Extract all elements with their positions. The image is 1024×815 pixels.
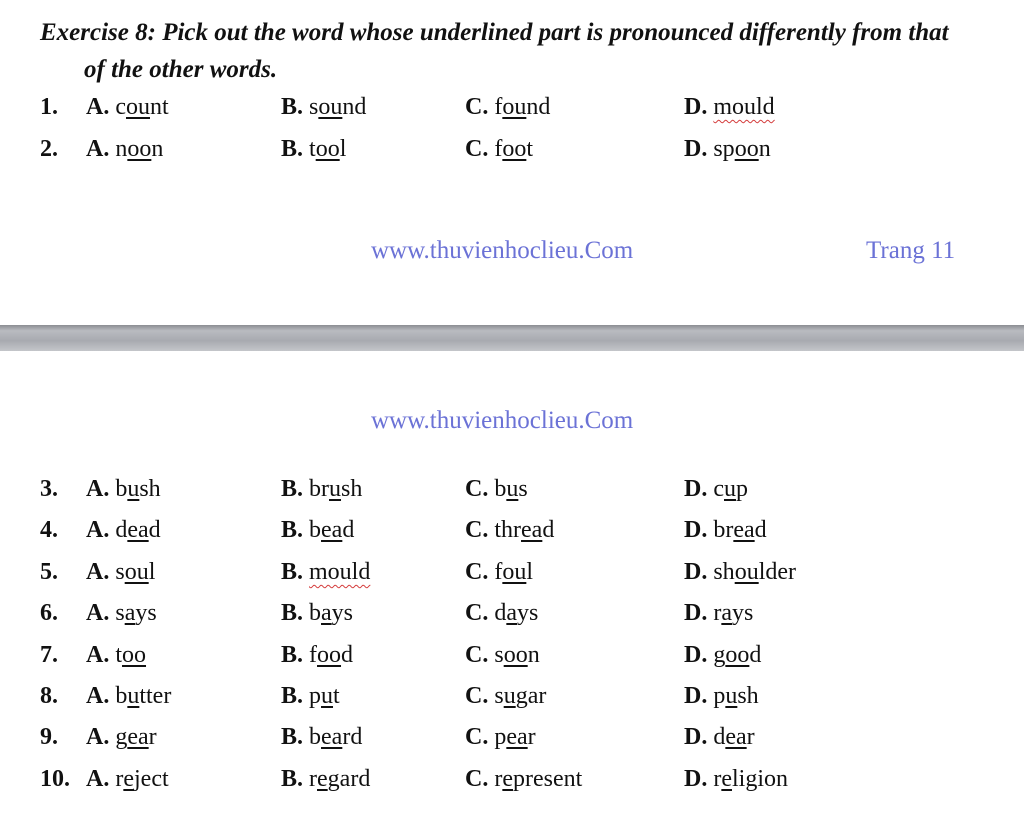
word-part: ligion [732,766,789,792]
underlined-part: a [321,600,332,626]
question-number: 4. [40,517,58,543]
option-letter: B. [281,476,304,502]
underlined-part: ea [321,517,343,543]
option-d [684,131,771,167]
underlined-part: ea [127,724,149,750]
option-letter: A. [86,600,110,626]
underlined-part: ou [502,559,527,585]
word-part: b [494,476,507,502]
option-letter: D. [684,94,708,120]
underlined-part: ou [126,94,150,120]
exercise-title [40,14,1015,88]
word-part: f [494,559,503,585]
option-b [281,89,366,125]
underlined-part: a [721,600,732,626]
word-part: d [342,517,355,543]
word-part: p [736,476,748,502]
underlined-part: mould [309,559,371,585]
option-d [684,512,767,548]
word-part: ys [331,600,354,626]
underlined-part: a [124,600,136,626]
word-part: r [746,724,755,750]
word-part: t [115,642,123,668]
word-part: lder [758,559,796,585]
option-c [465,512,554,548]
option-letter: A. [86,724,110,750]
option-letter: C. [465,476,489,502]
underlined-part: ou [502,94,527,120]
word-part: d [148,517,161,543]
option-c [465,719,536,755]
option-letter: A. [86,766,110,792]
word-part: tter [139,683,172,709]
word-part: gar [515,683,547,709]
word-part: c [115,94,126,120]
underlined-part: u [503,683,516,709]
word-part: sh [139,476,161,502]
word-part: b [115,476,128,502]
option-b [281,512,354,548]
question-number: 5. [40,559,58,585]
word-part: ys [135,600,157,626]
word-part: b [309,724,322,750]
option-letter: C. [465,136,489,162]
underlined-part: ea [127,517,149,543]
word-part: p [309,683,322,709]
word-part: sh [713,559,735,585]
footer-site-link[interactable]: www.thuvienhoclieu.Com [371,237,634,264]
question-row [0,131,1024,167]
underlined-part: oo [315,136,340,162]
underlined-part: ou [124,559,149,585]
word-part: l [526,559,534,585]
option-a [86,595,157,631]
word-part: s [115,600,125,626]
word-part: n [115,136,128,162]
word-part: f [309,642,318,668]
option-letter: B. [281,517,304,543]
underlined-part: oo [734,136,759,162]
header-site-link[interactable]: www.thuvienhoclieu.Com [371,407,634,434]
option-a [86,761,169,797]
underlined-part: ea [506,724,528,750]
option-d [684,554,796,590]
option-letter: A. [86,476,110,502]
question-number: 10. [40,766,70,792]
option-letter: C. [465,642,489,668]
word-part: sp [713,136,735,162]
word-part: s [494,642,504,668]
underlined-part: oo [317,642,342,668]
word-part: l [339,136,347,162]
option-letter: A. [86,642,110,668]
word-part: ys [732,600,754,626]
underlined-part: e [317,766,328,792]
word-part: f [494,136,503,162]
word-part: d [115,517,128,543]
option-c [465,554,533,590]
word-part: t [526,136,534,162]
option-c [465,131,533,167]
option-b [281,595,353,631]
word-part: d [754,517,767,543]
option-b [281,131,346,167]
word-part: d [494,600,507,626]
option-d [684,637,761,673]
word-part: s [115,559,125,585]
option-letter: C. [465,559,489,585]
word-part: g [713,642,726,668]
question-row [0,471,1024,507]
word-part: sh [341,476,363,502]
option-b [281,637,353,673]
option-d [684,595,753,631]
word-part: d [749,642,762,668]
option-letter: D. [684,517,708,543]
option-d [684,719,755,755]
option-letter: C. [465,766,489,792]
document-page-top [0,0,1024,325]
option-d [684,89,775,125]
question-number: 7. [40,642,58,668]
option-a [86,719,157,755]
option-letter: D. [684,600,708,626]
option-d [684,678,759,714]
option-a [86,637,146,673]
underlined-part: ea [321,724,343,750]
footer-page-number: Trang 11 [866,237,956,264]
word-part: t [333,683,340,709]
underlined-part: ea [733,517,755,543]
word-part: d [341,642,354,668]
underlined-part: u [127,476,140,502]
option-letter: A. [86,683,110,709]
word-part: p [494,724,507,750]
underlined-part: oo [122,642,147,668]
underlined-part: u [127,683,140,709]
option-b [281,719,362,755]
underlined-part: u [329,476,342,502]
option-b [281,761,370,797]
option-letter: C. [465,600,489,626]
question-number: 9. [40,724,58,750]
word-part: b [115,683,128,709]
question-row [0,719,1024,755]
word-part: rd [342,724,363,750]
page-separator [0,325,1024,351]
option-letter: D. [684,642,708,668]
word-part: r [309,766,318,792]
word-part: sh [737,683,759,709]
option-letter: D. [684,136,708,162]
underlined-part: e [123,766,134,792]
option-letter: D. [684,559,708,585]
question-row [0,595,1024,631]
underlined-part: e [502,766,513,792]
question-number: 3. [40,476,58,502]
option-letter: B. [281,94,304,120]
word-part: r [115,766,124,792]
question-number: 1. [40,94,58,120]
option-d [684,761,788,797]
option-a [86,131,163,167]
question-row [0,89,1024,125]
underlined-part: oo [503,642,528,668]
option-letter: B. [281,724,304,750]
word-part: t [309,136,316,162]
option-letter: D. [684,683,708,709]
word-part: r [713,600,722,626]
underlined-part: oo [502,136,527,162]
option-letter: A. [86,517,110,543]
option-a [86,554,155,590]
option-letter: B. [281,683,304,709]
option-letter: A. [86,136,110,162]
word-part: br [309,476,330,502]
question-number: 6. [40,600,58,626]
word-part: b [309,600,322,626]
question-number: 2. [40,136,58,162]
underlined-part: mould [713,94,775,120]
underlined-part: ea [725,724,747,750]
option-letter: B. [281,642,304,668]
underlined-part: u [725,683,738,709]
exercise-title-line2: of the other words. [84,56,278,83]
question-row [0,637,1024,673]
underlined-part: ea [521,517,543,543]
underlined-part: u [724,476,736,502]
option-c [465,89,550,125]
option-letter: A. [86,559,110,585]
word-part: p [713,683,726,709]
option-letter: B. [281,136,304,162]
exercise-title-line1: Exercise 8: Pick out the word whose underlined part is pronounced differently from that [40,19,949,46]
word-part: s [518,476,528,502]
option-c [465,595,538,631]
option-letter: C. [465,517,489,543]
word-part: nd [342,94,367,120]
question-number: 8. [40,683,58,709]
word-part: thr [494,517,522,543]
underlined-part: a [506,600,517,626]
option-c [465,761,582,797]
option-letter: A. [86,94,110,120]
word-part: r [494,766,503,792]
underlined-part: oo [127,136,152,162]
word-part: nd [526,94,551,120]
document-page-bottom [0,351,1024,815]
option-b [281,471,362,507]
word-part: n [151,136,164,162]
option-c [465,637,540,673]
question-row [0,554,1024,590]
underlined-part: ou [734,559,759,585]
word-part: b [309,517,322,543]
underlined-part: u [321,683,334,709]
word-part: l [148,559,156,585]
word-part: r [527,724,536,750]
word-part: nt [150,94,169,120]
word-part: s [494,683,504,709]
word-part: n [527,642,540,668]
option-letter: B. [281,600,304,626]
option-letter: B. [281,766,304,792]
option-c [465,471,528,507]
underlined-part: oo [725,642,750,668]
word-part: n [758,136,771,162]
option-a [86,678,171,714]
word-part: d [713,724,726,750]
word-part: br [713,517,734,543]
option-a [86,471,161,507]
option-letter: B. [281,559,304,585]
word-part: s [309,94,319,120]
option-a [86,512,161,548]
word-part: gard [327,766,371,792]
question-row [0,512,1024,548]
underlined-part: e [721,766,732,792]
option-letter: D. [684,724,708,750]
option-letter: D. [684,766,708,792]
option-b [281,678,340,714]
underlined-part: u [506,476,519,502]
word-part: r [148,724,157,750]
word-part: ject [134,766,169,792]
underlined-part: ou [318,94,343,120]
option-letter: D. [684,476,708,502]
question-row [0,761,1024,797]
word-part: f [494,94,503,120]
option-b [281,554,370,590]
word-part: ys [517,600,539,626]
word-part: g [115,724,128,750]
word-part: d [542,517,555,543]
question-row [0,678,1024,714]
option-letter: C. [465,94,489,120]
word-part: r [713,766,722,792]
option-letter: C. [465,724,489,750]
word-part: c [713,476,724,502]
word-part: present [513,766,583,792]
option-a [86,89,169,125]
option-letter: C. [465,683,489,709]
option-c [465,678,546,714]
option-d [684,471,748,507]
